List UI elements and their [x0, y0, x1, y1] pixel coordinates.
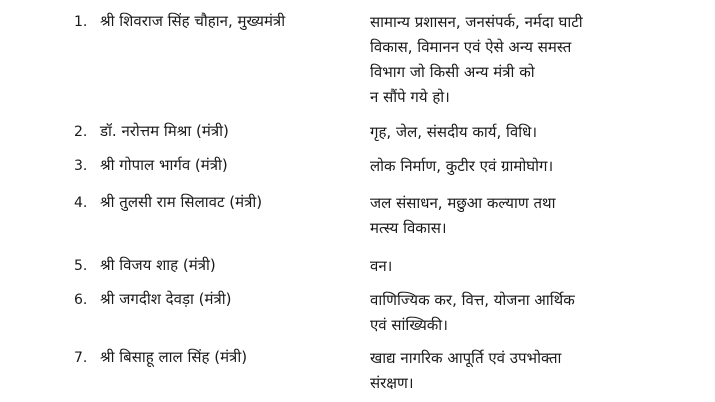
- portfolio-word: जो: [409, 63, 425, 81]
- portfolio-word: मंत्री: [493, 63, 515, 81]
- portfolio: [370, 288, 670, 338]
- portfolio-line: विकास, विमानन एवं ऐसे अन्य समस्त: [370, 38, 572, 56]
- portfolio-line: मत्स्य विकास।: [370, 219, 447, 237]
- portfolio-word: विभाग: [370, 63, 406, 81]
- minister-name: श्री जगदीश देवड़ा (मंत्री): [100, 290, 232, 308]
- minister-name: श्री बिसाहू लाल सिंह (मंत्री): [100, 348, 248, 366]
- portfolio: [370, 154, 670, 179]
- portfolio-line: सामान्य प्रशासन, जनसंपर्क, नर्मदा घाटी: [370, 13, 583, 31]
- item-number: 3.: [74, 158, 88, 174]
- portfolio-word: अन्य: [463, 63, 489, 81]
- portfolio-line: वन।: [370, 257, 393, 275]
- minister-name: श्री शिवराज सिंह चौहान, मुख्यमंत्री: [100, 12, 286, 30]
- portfolio: [370, 346, 670, 396]
- item-number: 5.: [74, 258, 88, 274]
- portfolio-line: संरक्षण।: [370, 374, 414, 392]
- item-number: 1.: [74, 14, 88, 30]
- portfolio: [370, 191, 670, 241]
- minister-name: श्री गोपाल भार्गव (मंत्री): [100, 156, 228, 174]
- item-number: 4.: [74, 195, 88, 211]
- portfolio-line: एवं सांख्यिकी।: [370, 316, 448, 334]
- portfolio-word: किसी: [429, 63, 460, 81]
- item-number: 6.: [74, 292, 88, 308]
- portfolio: [370, 254, 670, 279]
- item-number: 2.: [74, 124, 88, 140]
- minister-name: श्री तुलसी राम सिलावट (मंत्री): [100, 193, 263, 211]
- portfolio-line: लोक निर्माण, कुटीर एवं ग्रामोघोग।: [370, 157, 554, 175]
- portfolio-line: जल संसाधन, मछुआ कल्याण तथा: [370, 194, 556, 212]
- portfolio-line: वाणिज्यिक कर, वित्त, योजना आर्थिक: [370, 291, 575, 309]
- portfolio: [370, 120, 670, 145]
- portfolio-line: [370, 60, 642, 85]
- portfolio: [370, 10, 670, 110]
- item-number: 7.: [74, 350, 88, 366]
- minister-name: डॉ. नरोत्तम मिश्रा (मंत्री): [100, 122, 229, 140]
- portfolio-line: न सौंपे गये हो।: [370, 88, 450, 106]
- minister-name: श्री विजय शाह (मंत्री): [100, 256, 216, 274]
- portfolio-line: खाद्य नागरिक आपूर्ति एवं उपभोक्ता: [370, 349, 562, 367]
- portfolio-word: को: [519, 63, 535, 81]
- portfolio-line: गृह, जेल, संसदीय कार्य, विधि।: [370, 123, 538, 141]
